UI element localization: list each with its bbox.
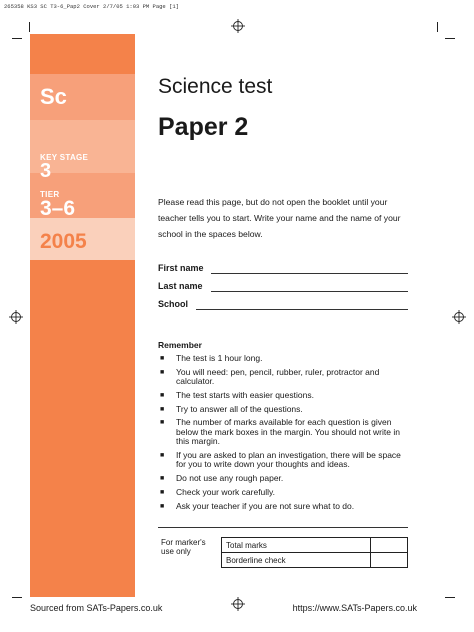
bullet-icon: ■ (160, 502, 165, 510)
list-item: ■ The number of marks available for each question is given below the mark boxes in the margin. You should not write in this margin. (160, 417, 400, 447)
crop-mark-bottom-right (445, 597, 455, 598)
paper-title: Paper 2 (158, 113, 249, 141)
list-item: ■ The test starts with easier questions. (160, 389, 314, 400)
registration-mark-bottom (231, 597, 245, 611)
list-item: ■ You will need: pen, pencil, rubber, ruler, protractor and calculator. (160, 366, 380, 387)
school-field[interactable] (158, 299, 408, 313)
list-item: ■ If you are asked to plan an investigation, there will be space for you to write down your thoughts and ideas. (160, 449, 401, 470)
subject-code: Sc (40, 84, 67, 109)
bullet-icon: ■ (160, 368, 165, 376)
first-name-label: First name (158, 263, 204, 273)
tier-value: 3–6 (40, 197, 76, 220)
list-item: ■ The test is 1 hour long. (160, 353, 263, 363)
crop-mark-bottom-left (12, 597, 22, 598)
key-stage-label: KEY STAGE (40, 153, 89, 162)
marks-box-divider-horizontal (370, 552, 407, 553)
print-header: 265358 KS3 SC T3-6_Pap2 Cover 2/7/05 1:03 PM Page [1] (4, 3, 179, 10)
crop-mark-top-right-v (437, 22, 438, 32)
borderline-check-row: Borderline check (226, 556, 286, 565)
bullet-icon: ■ (160, 451, 165, 459)
crop-mark-top-left (12, 38, 22, 39)
marks-table (221, 537, 408, 568)
bullet-icon: ■ (160, 419, 165, 427)
key-stage-value: 3 (40, 160, 52, 182)
crop-mark-top-right (445, 38, 455, 39)
bullet-icon: ■ (160, 391, 165, 399)
footer-source: Sourced from SATs-Papers.co.uk (30, 603, 163, 613)
test-year: 2005 (40, 230, 87, 253)
last-name-field[interactable] (158, 281, 408, 295)
list-item: ■ Try to answer all of the questions. (160, 403, 303, 414)
registration-mark-top (231, 19, 245, 33)
last-name-line[interactable] (211, 291, 408, 292)
registration-mark-left (9, 310, 23, 324)
list-item: ■ Ask your teacher if you are not sure what to do. (160, 500, 355, 511)
list-item: ■ Check your work carefully. (160, 486, 276, 497)
first-name-field[interactable] (158, 263, 408, 277)
crop-mark-top-left-v (29, 22, 30, 32)
school-line[interactable] (196, 309, 408, 310)
bullet-icon: ■ (160, 488, 165, 496)
tier-label: TIER (40, 190, 60, 199)
markers-use-label: For marker's use only (161, 538, 206, 556)
qca-code: QCA/05/1456 (42, 615, 70, 620)
bullet-icon: ■ (160, 355, 165, 362)
remember-heading: Remember (158, 340, 202, 350)
registration-mark-right (452, 310, 466, 324)
total-marks-row: Total marks (222, 538, 370, 553)
test-title: Science test (158, 75, 273, 98)
last-name-label: Last name (158, 281, 203, 291)
footer-url[interactable]: https://www.SATs-Papers.co.uk (292, 603, 417, 613)
bullet-icon: ■ (160, 475, 165, 483)
school-label: School (158, 299, 189, 309)
list-item: ■ Do not use any rough paper. (160, 473, 284, 484)
section-divider (158, 527, 408, 528)
first-name-line[interactable] (211, 273, 408, 274)
remember-list (158, 354, 408, 515)
instructions-intro: Please read this page, but do not open the booklet until your teacher tells you to start. Write your name and the name of your school in the spaces below. (158, 197, 401, 239)
bullet-icon: ■ (160, 405, 165, 413)
